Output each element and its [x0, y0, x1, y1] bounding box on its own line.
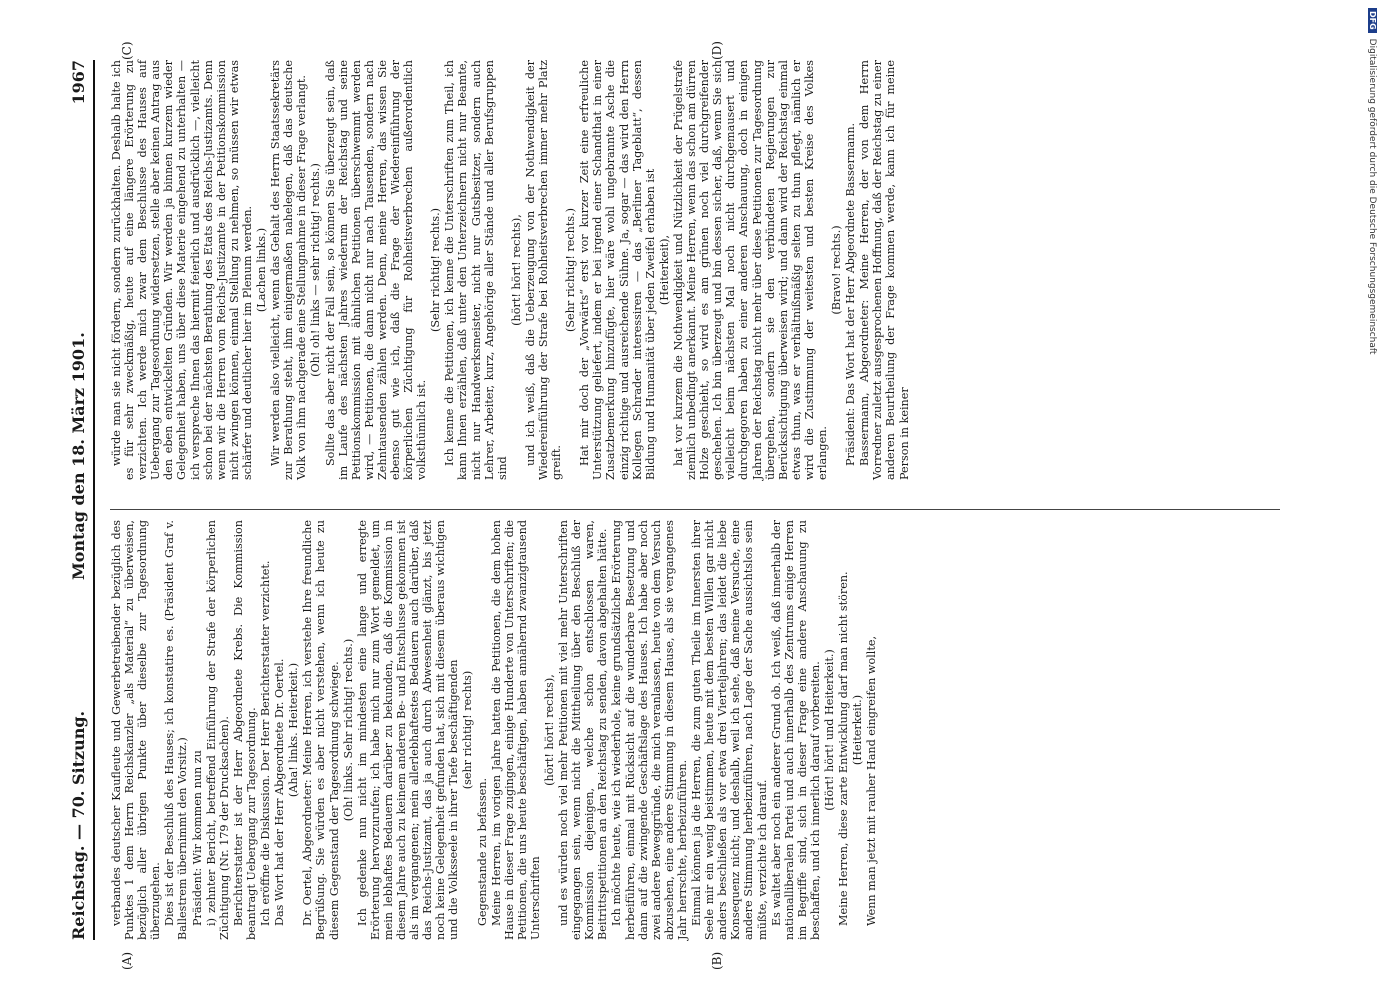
paragraph: Gegenstande zu befassen. — [475, 777, 489, 926]
stage-direction: (hört! hört! rechts), — [543, 674, 556, 786]
paragraph: i) zehnter Bericht, betreffend Einführung der Strafe der körperlichen Züchtigung (Nr. 179 der Drucksachen). — [204, 520, 231, 940]
stage-direction: (Oh! links. Sehr richtig! rechts.) — [341, 638, 355, 822]
header-date: Montag den 18. März 1901. — [69, 332, 88, 580]
paragraph: Das Wort hat der Herr Abgeordnete Dr. Oertel. — [273, 658, 287, 926]
stage-direction: (Heiterkeit.) — [851, 694, 865, 766]
paragraph: Einmal können ja die Herren, die zum guten Theile im Innersten ihrer Seele mir ein wenig beistimmen, heute mit dem besten Willen gar nicht anders beschließen als vor etwa drei Vierteljahren; das leidet die liebe Konsequenz nicht; und deshalb, weil ich sehe, daß meine Versuche, eine andere Stimmung herbeizuführen, nach Lage der Sache aussichtslos sein müßte, verzichte ich darauf. — [690, 520, 769, 940]
margin-mark-b: (B) — [710, 951, 724, 970]
page-number: 1967 — [69, 60, 88, 105]
page-header — [65, 60, 95, 940]
credit-text: Digitalisierung gefördert durch die Deutsche Forschungsgemeinschaft — [1367, 38, 1377, 355]
stage-direction: (Lachen links.) — [255, 227, 269, 313]
paragraph: Meine Herren, diese zarte Entwicklung darf man nicht stören. — [837, 571, 851, 926]
paragraph: würde man sie nicht fördern, sondern zurückhalten. Deshalb halte ich es für sehr zweckmäßig, heute auf eine längere Erörterung zu verzichten. Ich werde mich zwar dem Beschlusse des Hauses auf Uebergang zur Tagesordnung widersetzen, stelle aber keinen Antrag aus den eben entwickelten Gründen. Wir werden ja binnen kurzem wieder Gelegenheit haben, uns über diese Materie eingehend zu unterhalten — ich verspreche Ihnen das hiermit feierlich und ausdrücklich —, vielleicht schon bei der nächsten Berathung des Etats des Reichs-Justizamts. Denn wenn wir die Herren vom Reichs-Justizamte in der Petitionskommission nicht zwingen können, einmal Stellung zu nehmen, so müssen wir etwas schärfer und deutlicher hier im Plenum werden. — [110, 60, 254, 480]
paragraph: Dr. Oertel, Abgeordneter: Meine Herren, ich verstehe Ihre freundliche Begrüßung. Sie würden es aber nicht verstehen, wenn ich heute zu diesem Gegenstand der Tagesordnung schwiege. — [301, 520, 341, 940]
paragraph: Ich möchte heute, wie ich wiederhole, keine grundsätzliche Erörterung herbeiführen, einmal mit Rücksicht auf die wunderbare Besetzung und dann auf die zwingende Geschäftslage des Hauses. Ich habe aber noch zwei andere Beweggründe, die mich veranlassen, heute von dem Versuch abzusehen, eine andere Stimmung in diesem Hause, als sie vergangenes Jahr herrschte, herbeizuführen. — [610, 520, 689, 940]
paragraph: Hat mir doch der „Vorwärts“ erst vor kurzer Zeit eine erfreuliche Unterstützung geliefert, indem er bei irgend einer Schandthat in einer Zusatzbemerkung hinzufügte, hier wäre wohl ungebrannte Asche die einzig richtige und ausreichende Sühne. Ja, sogar — das wird den Herrn Kollegen Schrader interessiren — das „Berliner Tageblatt“, dessen Bildung und Humanität über jeden Zweifel erhaben ist — [578, 60, 657, 480]
paragraph: Sollte das aber nicht der Fall sein, so können Sie überzeugt sein, daß im Laufe des nächsten Jahres wiederum der Reichstag und seine Petitionskommission mit ähnlichen Petitionen überschwemmt werden wird, — Petitionen, die dann nicht nur nach Tausenden, sondern nach Zehntausenden zählen werden. Denn, meine Herren, das wissen Sie ebenso gut wie ich, daß die Frage der Wiedereinführung der körperlichen Züchtigung für Rohheitsverbrechen außerordentlich volksthümlich ist. — [323, 60, 429, 480]
paragraph: Dies ist der Beschluß des Hauses; ich konstatire es. (Präsident Graf v. Ballestrem übernimmt den Vorsitz.) — [163, 520, 190, 940]
stage-direction: (Sehr richtig! rechts.) — [564, 207, 578, 333]
header-left: Reichstag. — 70. Sitzung. — [69, 710, 88, 940]
header-rule — [93, 60, 95, 940]
column-divider — [110, 509, 1280, 510]
paragraph: hat vor kurzem die Nothwendigkeit und Nützlichkeit der Prügelstrafe ziemlich unbedingt anerkannt. Meine Herren, wenn das schon am dürren Holze geschieht, so wird es am grünen noch viel durchgreifender geschehen. Ich bin überzeugt und bin dessen sicher, daß, wenn Sie sich vielleicht beim nächsten Mal noch nicht durchgemausert und durchgegoren haben zu einer anderen Anschauung, doch in einigen Jahren der Reichstag nicht mehr über diese Petitionen zur Tagesordnung übergehen, sondern sie den verbündeten Regierungen zur Berücksichtigung überweisen wird; und dann wird der Reichstag einmal etwas thun, was er verhältnißmäßig selten zu thun pflegt, nämlich er wird die Zustimmung der weitesten und besten Kreise des Volkes erlangen. — [671, 60, 829, 480]
paragraph: Ich kenne die Petitionen, ich kenne die Unterschriften zum Theil, ich kann Ihnen erzählen, daß unter den Unterzeichnern nicht nur Beamte, nicht nur Handwerksmeister, nicht nur Gutsbesitzer, sondern auch Lehrer, Arbeiter, kurz, Angehörige aller Stände und aller Berufsgruppen sind — [443, 60, 509, 480]
stage-direction: (Bravo! rechts.) — [830, 225, 844, 315]
rotated-page — [20, 0, 1340, 1000]
paragraph: Meine Herren, im vorigen Jahre hatten die Petitionen, die dem hohen Hause in dieser Frage zugingen, einige Hunderte von Unterschriften; die Petitionen, die uns heute beschäftigen, haben annähernd zwanzigtausend Unterschriften — [489, 520, 542, 940]
right-column — [110, 60, 912, 480]
stage-direction: (Oh! oh! links — sehr richtig! rechts.) — [309, 163, 323, 377]
paragraph: und ich weiß, daß die Ueberzeugung von der Nothwendigkeit der Wiedereinführung der Strafe bei Rohheitsverbrechen immer mehr Platz greift. — [523, 60, 564, 480]
dfg-logo: DFG — [1368, 8, 1377, 33]
digitization-credit — [1363, 8, 1377, 992]
paragraph: Präsident: Wir kommen nun zu — [190, 750, 204, 926]
paragraph: und es würden noch viel mehr Petitionen mit viel mehr Unterschriften eingegangen sein, wenn nicht die Mittheilung über den Beschluß der Kommission diejenigen, welche schon entschlossen waren, Beitrittspetitionen an den Reichstag zu senden, davon abgehalten hätte. — [557, 520, 610, 940]
left-column — [110, 520, 879, 940]
stage-direction: (sehr richtig! rechts) — [461, 670, 475, 790]
paragraph: Wenn man jetzt mit rauher Hand eingreifen wollte, — [865, 635, 879, 926]
stage-direction: (Heiterkeit), — [657, 234, 671, 306]
stage-direction: (Aha! links. Heiterkeit.) — [287, 662, 301, 798]
stage-direction: (Sehr richtig! rechts.) — [429, 207, 443, 333]
paragraph: Es waltet aber noch ein anderer Grund ob. Ich weiß, daß innerhalb der nationalliberalen Partei und auch innerhalb des Zentrums einige Herren im Begriffe sind, sich in dieser Frage eine andere Anschauung zu beschaffen, und ich innerlich darauf vorbereiten. — [769, 520, 822, 940]
margin-mark-c: (C) — [120, 41, 134, 60]
stage-direction: (Hört! hört! und Heiterkeit.) — [822, 649, 836, 811]
margin-mark-d: (D) — [710, 41, 724, 60]
paragraph: Wir werden also vielleicht, wenn das Gehalt des Herrn Staatssekretärs zur Berathung steht, ihm einigermaßen nahelegen, daß das deutsche Volk von ihm nachgerade eine Stellungnahme in dieser Frage verlangt. — [269, 60, 309, 480]
stage-direction: (hört! hört! rechts), — [509, 214, 523, 326]
paragraph: Präsident: Das Wort hat der Herr Abgeordnete Bassermann. — [844, 122, 858, 466]
paragraph: verbandes deutscher Kaufleute und Gewerbetreibender bezüglich des Punktes 1 dem Herrn Reichskanzler „als Material“ zu überweisen, bezüglich aller übrigen Punkte über dieselbe zur Tagesordnung überzugehen. — [110, 520, 163, 940]
paragraph: Berichterstatter ist der Herr Abgeordnete Krebs. Die Kommission beantragt Uebergang zur Tagesordnung. — [231, 520, 258, 940]
margin-mark-a: (A) — [120, 951, 134, 970]
paragraph: Bassermann, Abgeordneter: Meine Herren, der von dem Herrn Vorredner zuletzt ausgesprochenen Hoffnung, daß der Reichstag zu einer anderen Beurtheilung der Frage kommen werde, kann ich für meine Person in keiner — [858, 60, 911, 480]
paragraph: Ich eröffne die Diskussion. Der Herr Berichterstatter verzichtet. — [259, 560, 273, 926]
paragraph: Ich gedenke nun nicht im mindesten eine lange und erregte Erörterung hervorzurufen; ich habe mich nur zum Wort gemeldet, um mein lebhaftes Bedauern darüber zu bekunden, daß die Kommission in diesem Jahre auch zu keinem anderen Be- und Entschlusse gekommen ist als im vergangenen; mein allerlebhaftestes Bedauern auch darüber, daß das Reichs-Justizamt, das ja auch durch Abwesenheit glänzt, bis jetzt noch keine Gelegenheit gefunden hat, sich mit diesem überaus wichtigen und die Volksseele in ihrer Tiefe beschäftigenden — [355, 520, 461, 940]
